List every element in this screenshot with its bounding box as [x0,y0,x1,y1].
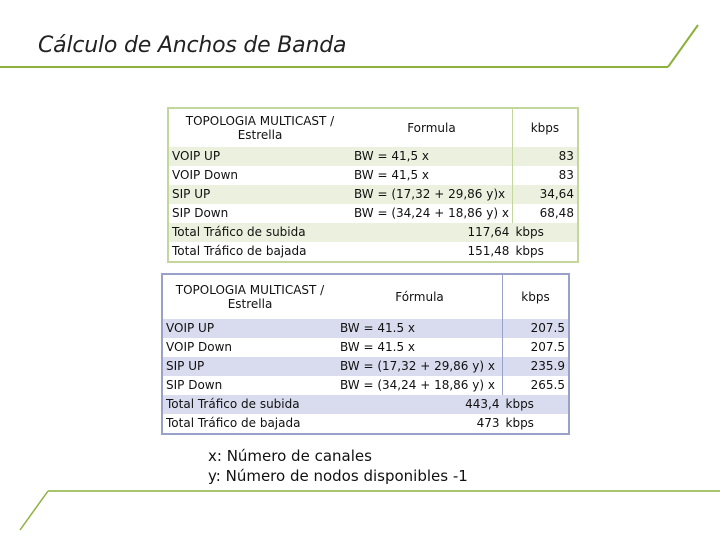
row-formula: BW = 41,5 x [351,147,512,166]
kbps-header: kbps [503,274,570,319]
row-value: 68,48 [512,204,578,223]
row-label: Total Tráfico de bajada [162,414,337,434]
table-row [168,204,578,223]
row-label: SIP UP [162,357,337,376]
row-value: 83 [512,147,578,166]
footer-accent-stroke [20,491,48,530]
row-value: 473 [337,414,503,434]
table-row [168,166,578,185]
row-value: 151,48 [351,242,512,262]
row-label: VOIP UP [168,147,351,166]
row-label: SIP UP [168,185,351,204]
kbps-header: kbps [512,108,578,147]
row-label: Total Tráfico de subida [162,395,337,414]
formula-header: Formula [351,108,512,147]
legend-y: y: Número de nodos disponibles -1 [208,467,468,485]
row-label: VOIP UP [162,319,337,338]
row-formula: BW = (34,24 + 18,86 y) x [337,376,503,395]
row-value: 443,4 [337,395,503,414]
row-formula: BW = (34,24 + 18,86 y) x [351,204,512,223]
table-row [162,319,569,338]
variable-legend [208,446,468,486]
row-label: Total Tráfico de subida [168,223,351,242]
title-accent-stroke [668,25,698,67]
row-formula: BW = (17,32 + 29,86 y) x [337,357,503,376]
table-row [162,357,569,376]
row-value: 207.5 [503,338,570,357]
row-value: 83 [512,166,578,185]
topology-header: TOPOLOGIA MULTICAST / Estrella [168,108,351,147]
row-unit: kbps [503,395,570,414]
row-label: VOIP Down [168,166,351,185]
row-label: Total Tráfico de bajada [168,242,351,262]
row-value: 117,64 [351,223,512,242]
row-value: 34,64 [512,185,578,204]
row-formula: BW = 41.5 x [337,338,503,357]
row-unit: kbps [512,242,578,262]
topology-header: TOPOLOGIA MULTICAST / Estrella [162,274,337,319]
bandwidth-table-2 [161,273,570,435]
row-value: 235.9 [503,357,570,376]
row-value: 265.5 [503,376,570,395]
page-title: Cálculo de Anchos de Banda [38,33,347,58]
table-header-row [162,274,569,319]
formula-header: Fórmula [337,274,503,319]
table-row [162,338,569,357]
legend-x: x: Número de canales [208,447,372,465]
row-unit: kbps [503,414,570,434]
row-label: SIP Down [162,376,337,395]
row-label: VOIP Down [162,338,337,357]
table-row [168,147,578,166]
table-row [162,376,569,395]
row-label: SIP Down [168,204,351,223]
row-formula: BW = 41.5 x [337,319,503,338]
table-row [162,414,569,434]
table-row [162,395,569,414]
row-formula: BW = 41,5 x [351,166,512,185]
table-header-row [168,108,578,147]
row-formula: BW = (17,32 + 29,86 y)x [351,185,512,204]
table-row [168,223,578,242]
table-row [168,242,578,262]
row-value: 207.5 [503,319,570,338]
table-row [168,185,578,204]
bandwidth-table-1 [167,107,579,263]
row-unit: kbps [512,223,578,242]
